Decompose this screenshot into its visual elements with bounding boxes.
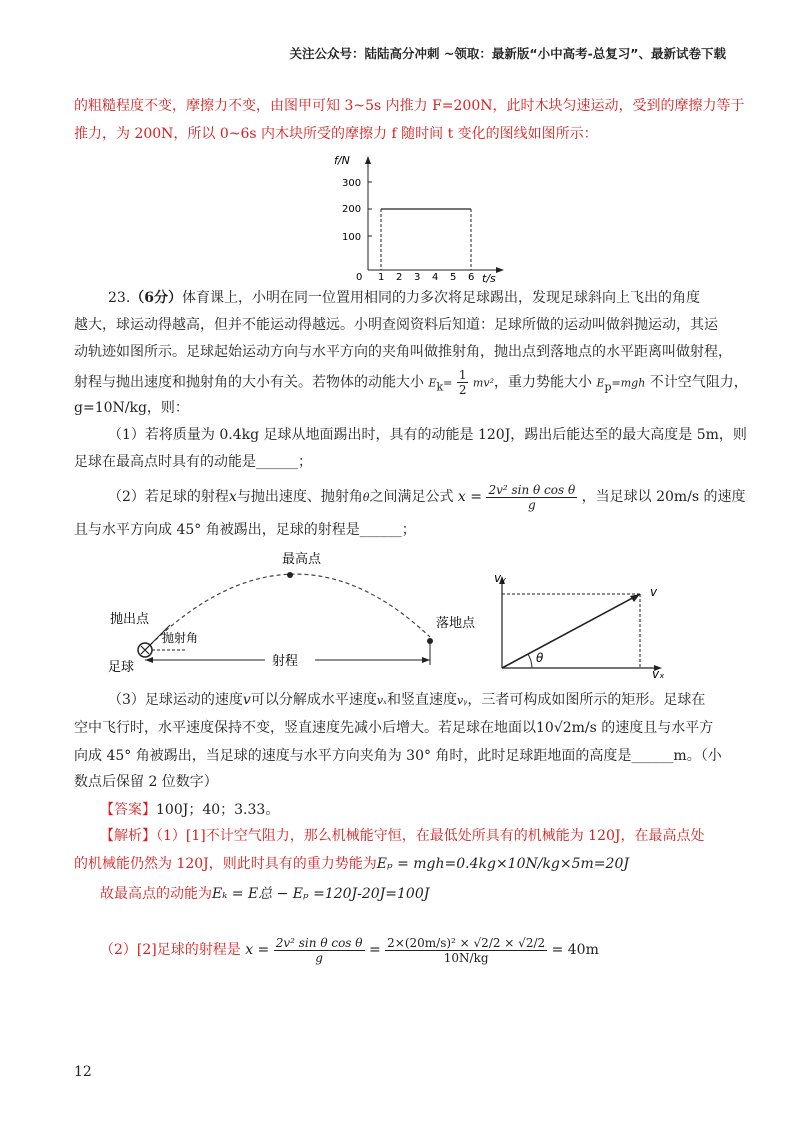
graph-y-tick-100: 100 [342,232,362,243]
graph-y-tick-300: 300 [342,178,362,189]
graph-x-tick-3: 3 [414,272,421,283]
q23-part3-c: 向成 45° 角被踢出，当足球的速度与水平方向夹角为 30° 角时，此时足球距地面的高度是______m。（小 [74,748,722,764]
graph-x-tick-6: 6 [468,272,475,283]
theta-arc [528,654,532,668]
range-label: 射程 [272,654,299,669]
friction-time-graph [330,150,510,285]
range-arrow-left [145,657,153,663]
intro-line-1: 的粗糙程度不变，摩擦力不变，由图甲可知 3~5s 内推力 F=200N，此时木块匀速运动，受到的摩擦力等于 [74,98,745,114]
launch-point-label: 抛出点 [110,612,150,627]
highest-point-dot [287,572,293,578]
q23-part3-d: 数点后保留 2 位数字） [74,774,218,790]
highest-point-label: 最高点 [282,552,322,567]
q23-part3-b: 空中飞行时，水平速度保持不变，竖直速度先减小后增大。若足球在地面以10√2m/s 的速度且与水平方 [74,720,714,736]
graph-y-label: f/N [334,154,350,167]
page-number: 12 [74,1064,92,1080]
graph-y-arrow [365,156,371,164]
graph-y-tick-200: 200 [342,204,362,215]
graph-x-tick-4: 4 [432,272,439,283]
graph-x-tick-5: 5 [450,272,457,283]
q23-part1-a: （1）若将质量为 0.4kg 足球从地面踢出时，具有的动能是 120J，踢出后能达至的最大高度是 5m，则 [108,427,747,443]
q23-part2-a: （2）若足球的射程x与抛出速度、抛射角θ之间满足公式 x = $\frac{\text{2v² sin θ cos θ}}{g}$ ，当足球以 20m/s 的速度 [108,482,746,512]
graph-x-tick-1: 1 [378,272,385,283]
q23-line-1: 23.（6分）体育课上，小明在同一位置用相同的力多次将足球踢出，发现足球斜向上飞出的角度 [108,290,701,306]
q23-part1-b: 足球在最高点时具有的动能是______； [74,454,312,470]
answer-line: 【答案】100J；40；3.33。 [100,802,280,818]
theta-label: θ [536,651,544,665]
graph-x-arrow [496,267,504,273]
q23-line-4: 射程与抛出速度和抛射角的大小有关。若物体的动能大小 $E_k=$ $\frac{1}{2}$ mv²，重力势能大小 $E_p=mgh$ 不计空气阻力， [74,368,748,397]
q23-line-3: 动轨迹如图所示。足球起始运动方向与水平方向的夹角叫做推射角，抛出点到落地点的水平距离叫做射程， [74,344,732,360]
vx-label: vₓ [652,667,665,681]
vy-label: vᵧ [494,571,506,585]
intro-line-2: 推力，为 200N，所以 0~6s 内木块所受的摩擦力 f 随时间 t 变化的图线如图所示： [74,126,598,142]
page-header: 关注公众号：陆陆高分冲刺 ~领取：最新版“小中高考-总复习”、最新试卷下载 [289,46,726,61]
ball-label: 足球 [108,660,135,675]
v-arrow [630,594,640,602]
analysis-line-4: （2）[2]足球的射程是 x = $\frac{\text{2v² sin θ cos θ}}{g}$ = $\frac{\text{2×(20m/s)² × √2/2 × √2/2}}{10N/kg}$ = 40m [100,935,599,965]
graph-x-tick-0: 0 [356,272,363,283]
q23-part2-b: 且与水平方向成 45° 角被踢出，足球的射程是______； [74,522,416,538]
range-arrow-right [422,657,430,663]
analysis-line-1: 【解析】（1）[1]不计空气阻力，那么机械能守恒，在最低处所具有的机械能为 120J，在最高点处 [100,828,705,844]
v-vector [502,594,640,668]
q23-line-5: g=10N/kg，则： [74,400,189,416]
analysis-line-2: 的机械能仍然为 120J，则此时具有的重力势能为Eₚ = mgh=0.4kg×10N/kg×5m=20J [74,856,629,872]
q23-line-2: 越大，球运动得越高，但并不能运动得越远。小明查阅资料后知道：足球所做的运动叫做斜抛运动，其运 [74,317,718,333]
trajectory-diagram [100,545,476,675]
v-label: v [650,585,658,599]
graph-x-tick-2: 2 [396,272,403,283]
analysis-line-3: 故最高点的动能为Eₖ = E总 − Eₚ =120J-20J=100J [100,886,430,902]
graph-x-label: t/s [482,272,496,285]
velocity-vector-diagram [490,570,680,680]
launch-angle-label: 抛射角 [162,631,199,645]
q23-part3-a: （3）足球运动的速度v可以分解成水平速度vₓ和竖直速度vᵧ，三者可构成如图所示的矩形。足球在 [108,692,706,708]
landing-point-label: 落地点 [436,616,476,631]
